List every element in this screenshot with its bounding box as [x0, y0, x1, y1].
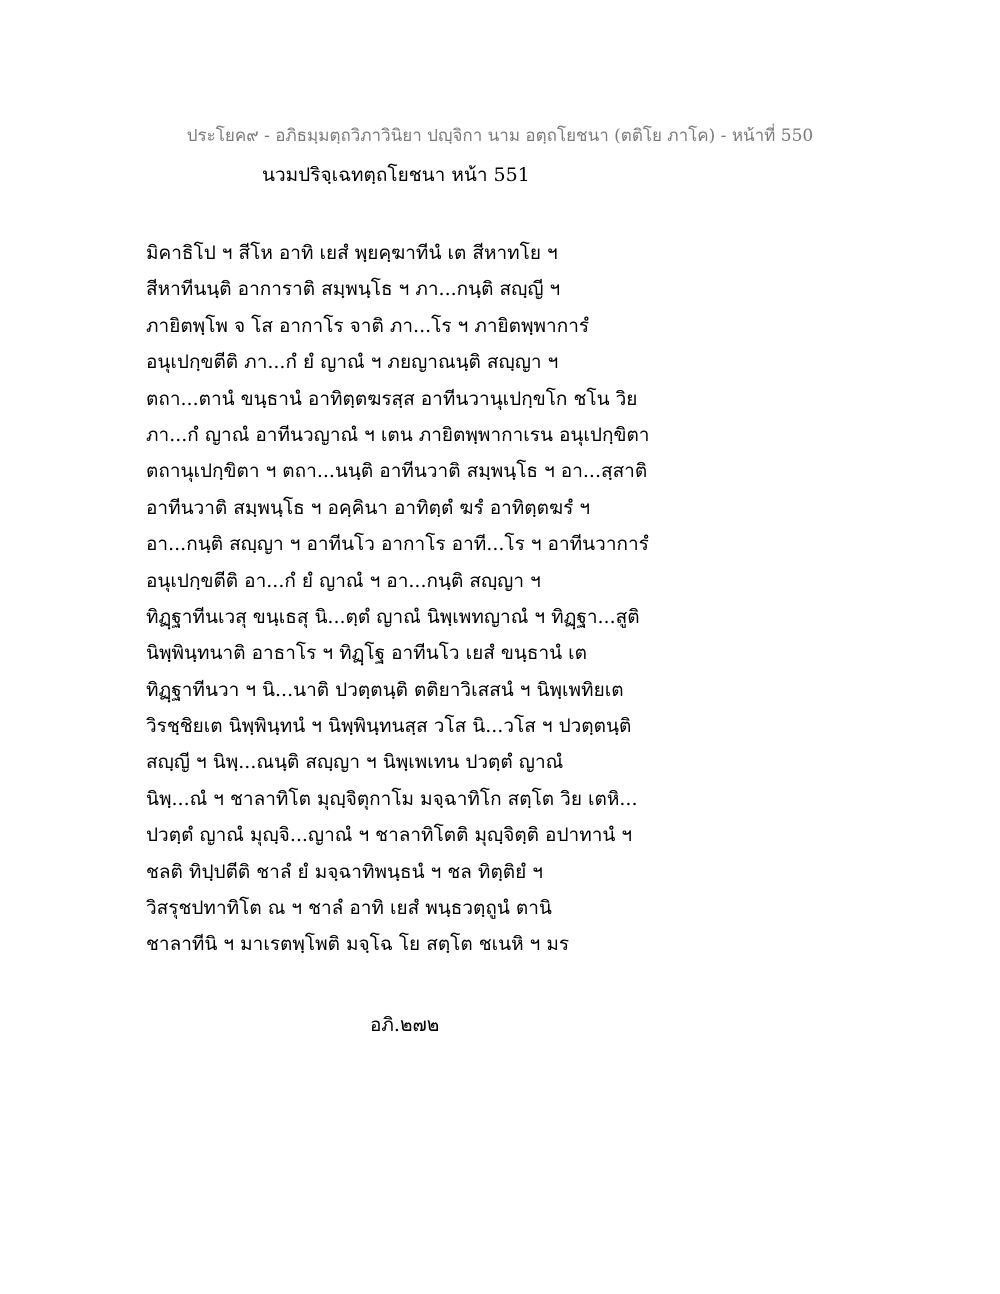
- section-title: นวมปริจฺเฉทตฺถโยชนา หน้า 551: [262, 164, 530, 186]
- text-line: ชลติ ทิปฺปตีติ ชาลํ ยํ มจฺฉาทิพนฺธนํ ฯ ชล ทิตฺติยํ ฯ: [146, 860, 543, 883]
- text-line: ภา...กํ ญาณํ อาทีนวญาณํ ฯ เตน ภายิตพฺพากาเรน อนุเปกฺขิตา: [146, 423, 650, 446]
- text-line: ตถานุเปกฺขิตา ฯ ตถา...นนฺติ อาทีนวาติ สมฺพนฺโธ ฯ อา...สฺสาติ: [146, 460, 648, 483]
- text-line: อา...กนฺติ สญฺญา ฯ อาทีนโว อากาโร อาที...โร ฯ อาทีนวาการํ: [146, 533, 649, 556]
- text-line: ปวตฺตํ ญาณํ มุญฺจิ...ญาณํ ฯ ชาลาทิโตติ มุญฺจิตฺติ อปาทานํ ฯ: [146, 824, 633, 847]
- text-line: วิสรุชปทาทิโต ณ ฯ ชาลํ อาทิ เยสํ พนฺธวตฺถูนํ ตานิ: [146, 897, 552, 920]
- text-line: นิพฺ...ณํ ฯ ชาลาทิโต มุญฺจิตุกาโม มจฺฉาทิโก สตฺโต วิย เตหิ...: [146, 787, 638, 810]
- text-line: ภายิตพฺโพ จ โส อากาโร จาติ ภา...โร ฯ ภายิตพฺพาการํ: [146, 314, 590, 337]
- text-line: สญฺญี ฯ นิพฺ...ณนฺติ สญฺญา ฯ นิพฺเพเทน ปวตฺตํ ญาณํ: [146, 751, 564, 774]
- page-mark: อภิ.๒๗๒: [370, 1014, 440, 1036]
- text-line: สีหาทีนนฺติ อาการาติ สมฺพนฺโธ ฯ ภา...กนฺติ สญฺญี ฯ: [146, 278, 561, 301]
- text-line: ทิฏฺฐาทีนวา ฯ นิ...นาติ ปวตฺตนฺติ ตติยาวิเสสนํ ฯ นิพฺเพทิยเต: [146, 678, 624, 701]
- text-line: นิพฺพินฺทนาติ อาธาโร ฯ ทิฏฺโฐ อาทีนโว เยสํ ขนฺธานํ เต: [146, 642, 587, 665]
- body-text: [146, 238, 706, 966]
- text-line: มิคาธิโป ฯ สีโห อาทิ เยสํ พฺยคฺฆาทีนํ เต สีหาทโย ฯ: [146, 242, 558, 264]
- text-line: อาทีนวาติ สมฺพนฺโธ ฯ อคฺคินา อาทิตฺตํ ฆรํ อาทิตฺตฆรํ ฯ: [146, 496, 590, 519]
- text-line: ตถา...ตานํ ขนฺธานํ อาทิตฺตฆรสฺส อาทีนวานุเปกฺขโก ชโน วิย: [146, 387, 638, 410]
- text-line: อนุเปกฺขตีติ อา...กํ ยํ ญาณํ ฯ อา...กนฺติ สญฺญา ฯ: [146, 569, 541, 592]
- text-line: ชาลาทีนิ ฯ มาเรตพฺโพติ มจฺโฉ โย สตฺโต ชเนหิ ฯ มร: [146, 933, 570, 956]
- text-line: ทิฏฺฐาทีนเวสุ ขนฺเธสุ นิ...ตฺตํ ญาณํ นิพฺเพทญาณํ ฯ ทิฏฺฐา...สูติ: [146, 605, 640, 628]
- text-line: วิรชฺชิยเต นิพฺพินฺทนํ ฯ นิพฺพินฺทนสฺส วโส นิ...วโส ฯ ปวตฺตนฺติ: [146, 715, 632, 738]
- text-line: อนุเปกฺขตีติ ภา...กํ ยํ ญาณํ ฯ ภยญาณนฺติ สญฺญา ฯ: [146, 351, 559, 374]
- running-header: ประโยค๙ - อภิธมฺมตฺถวิภาวินิยา ปญฺจิกา นาม อตฺถโยชนา (ตติโย ภาโค) - หน้าที่ 550: [186, 126, 814, 146]
